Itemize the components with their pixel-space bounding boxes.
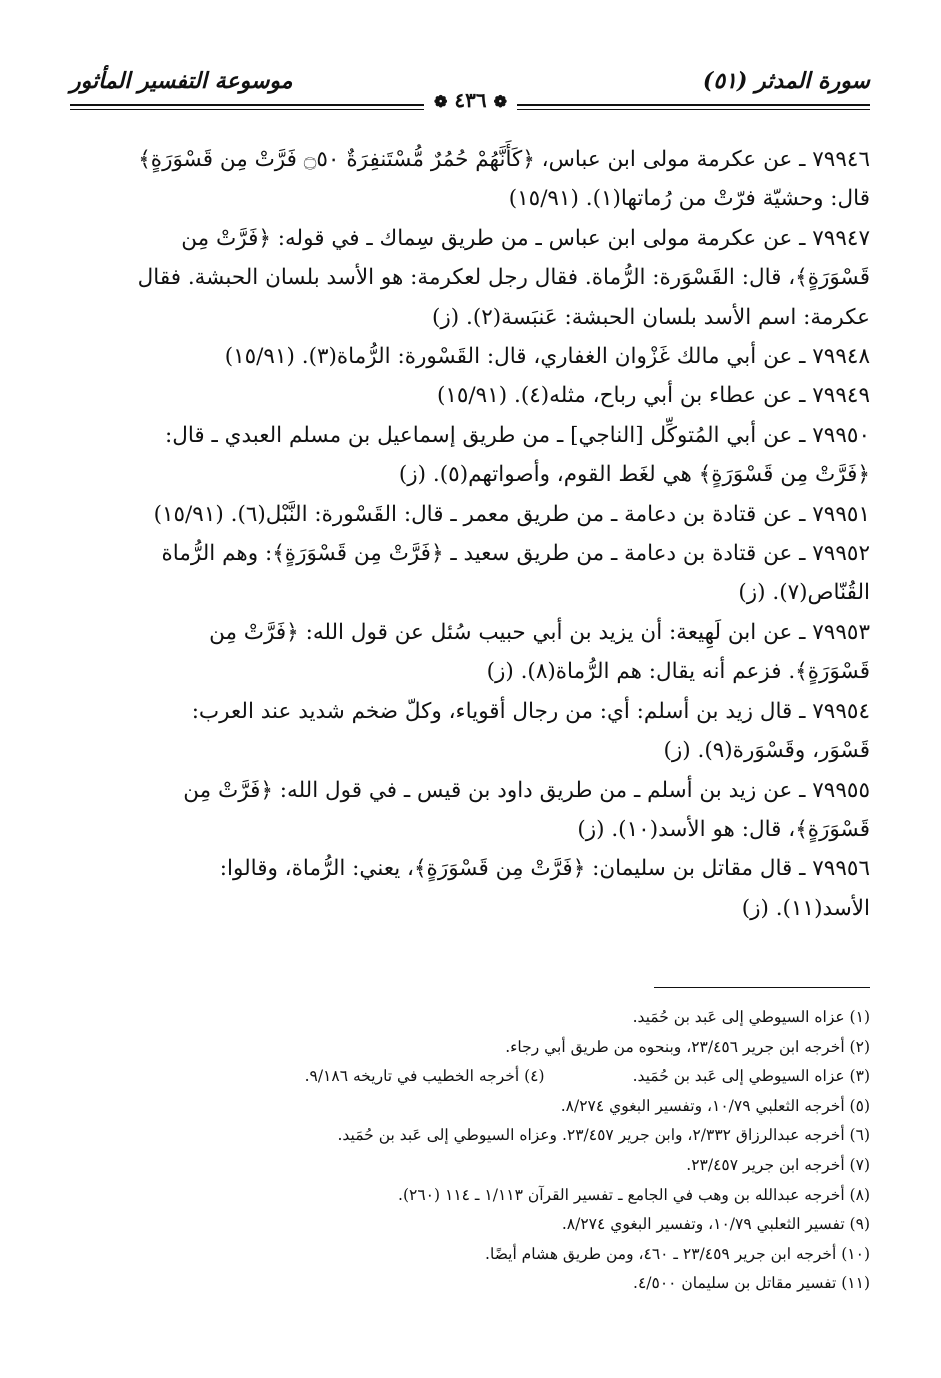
text-line: قَسْوَر، وقَسْوَرة(٩). (ز) — [663, 738, 870, 764]
entry-79947 — [70, 219, 870, 337]
entry-79955 — [70, 771, 870, 850]
footnote-5: (٥) أخرجه الثعلبي ١٠/٧٩، وتفسير البغوي ٨/٢٧٤. — [560, 1096, 870, 1115]
text-line: ٧٩٩٥٢ ـ عن قتادة بن دعامة ـ من طريق سعيد ـ ﴿فَرَّتْ مِن قَسْوَرَةٍ﴾: وهم الرُّماة — [161, 541, 870, 567]
entry-79952 — [70, 534, 870, 613]
text-line: قَسْوَرَةٍ﴾، قال: القَسْوَرة: الرُّماة. فقال رجل لعكرمة: هو الأسد بلسان الحبشة. فقال — [137, 265, 870, 291]
footnote-4: (٤) أخرجه الخطيب في تاريخه ٩/١٨٦. — [304, 1067, 545, 1086]
book-title: موسوعة التفسير المأثور — [70, 68, 293, 94]
text-line: ٧٩٩٥٤ ـ قال زيد بن أسلم: أي: من رجال أقوياء، وكلّ ضخم شديد عند العرب: — [191, 698, 870, 724]
main-text — [70, 140, 870, 928]
entry-79949 — [70, 376, 870, 415]
text-line: ٧٩٩٤٧ ـ عن عكرمة مولى ابن عباس ـ من طريق سِماك ـ في قوله: ﴿فَرَّتْ مِن — [181, 225, 870, 251]
ornament-icon: ❁ — [434, 92, 448, 111]
page-number: ٤٣٦ — [454, 88, 487, 112]
entry-79953 — [70, 613, 870, 692]
text-line: قال: وحشيّة فرّتْ من رُماتها(١). (١٥/٩١) — [508, 186, 870, 212]
footnote-2: (٢) أخرجه ابن جرير ٢٣/٤٥٦، وبنحوه من طريق أبي رجاء. — [505, 1037, 870, 1056]
footnote-separator — [654, 987, 870, 988]
footnote-row — [70, 1062, 870, 1092]
text-line: الأسد(١١). (ز) — [741, 895, 870, 921]
footnote-9: (٩) تفسير الثعلبي ١٠/٧٩، وتفسير البغوي ٨/٢٧٤. — [561, 1215, 870, 1234]
page-number-area — [0, 88, 941, 116]
page-number-box — [424, 88, 517, 112]
entry-79950 — [70, 416, 870, 495]
footnote-10: (١٠) أخرجه ابن جرير ٢٣/٤٥٩ ـ ٤٦٠، ومن طريق هشام أيضًا. — [485, 1244, 870, 1263]
text-line: ٧٩٩٥٣ ـ عن ابن لَهِيعة: أن يزيد بن أبي حبيب سُئل عن قول الله: ﴿فَرَّتْ مِن — [209, 619, 870, 645]
text-line: قَسْوَرَةٍ﴾، قال: هو الأسد(١٠). (ز) — [577, 816, 870, 842]
entry-79946 — [70, 140, 870, 219]
surah-title: سورة المدثر (٥١) — [702, 68, 870, 94]
text-line: ٧٩٩٤٦ ـ عن عكرمة مولى ابن عباس، ﴿كَأَنَّهُمْ حُمُرٌ مُّسْتَنفِرَةٌ ۝٥٠ فَرَّتْ مِن قَسْوَرَةٍ﴾ — [138, 147, 870, 172]
footnote-3: (٣) عزاه السيوطي إلى عَبد بن حُمَيد. — [632, 1067, 870, 1086]
text-line: قَسْوَرَةٍ﴾. فزعم أنه يقال: هم الرُّماة(٨). (ز) — [486, 659, 870, 685]
footnote-1: (١) عزاه السيوطي إلى عَبد بن حُمَيد. — [632, 1008, 870, 1026]
entry-79951 — [70, 495, 870, 534]
text-line: ٧٩٩٥٦ ـ قال مقاتل بن سليمان: ﴿فَرَّتْ مِن قَسْوَرَةٍ﴾، يعني: الرُّماة، وقالوا: — [219, 856, 870, 882]
footnotes — [70, 1003, 870, 1299]
ornament-icon: ❁ — [493, 92, 507, 111]
text-line: ٧٩٩٤٨ ـ عن أبي مالك غَزْوان الغفاري، قال: القَسْورة: الرُّماة(٣). (١٥/٩١) — [224, 344, 870, 370]
text-line: ٧٩٩٥٥ ـ عن زيد بن أسلم ـ من طريق داود بن قيس ـ في قول الله: ﴿فَرَّتْ مِن — [183, 777, 870, 803]
text-line: القُنّاص(٧). (ز) — [738, 580, 870, 606]
entry-79956 — [70, 849, 870, 928]
text-line: ﴿فَرَّتْ مِن قَسْوَرَةٍ﴾ هي لغَط القوم، وأصواتهم(٥). (ز) — [398, 462, 870, 488]
footnote-11: (١١) تفسير مقاتل بن سليمان ٤/٥٠٠. — [633, 1274, 870, 1293]
text-line: عكرمة: اسم الأسد بلسان الحبشة: عَنبَسة(٢). (ز) — [432, 304, 870, 330]
text-line: ٧٩٩٥٠ ـ عن أبي المُتوكِّل [الناجي] ـ من طريق إسماعيل بن مسلم العبدي ـ قال: — [164, 422, 870, 448]
entry-79948 — [70, 337, 870, 376]
entry-79954 — [70, 692, 870, 771]
footnote-7: (٧) أخرجه ابن جرير ٢٣/٤٥٧. — [686, 1155, 870, 1174]
text-line: ٧٩٩٥١ ـ عن قتادة بن دعامة ـ من طريق معمر ـ قال: القَسْورة: النَّبْل(٦). (١٥/٩١) — [153, 501, 870, 527]
footnote-8: (٨) أخرجه عبدالله بن وهب في الجامع ـ تفسير القرآن ١/١١٣ ـ ١١٤ (٢٦٠). — [398, 1185, 870, 1204]
text-line: ٧٩٩٤٩ ـ عن عطاء بن أبي رباح، مثله(٤). (١٥/٩١) — [436, 383, 870, 409]
footnote-6: (٦) أخرجه عبدالرزاق ٢/٣٣٢، وابن جرير ٢٣/٤٥٧. وعزاه السيوطي إلى عَبد بن حُمَيد. — [337, 1126, 870, 1145]
